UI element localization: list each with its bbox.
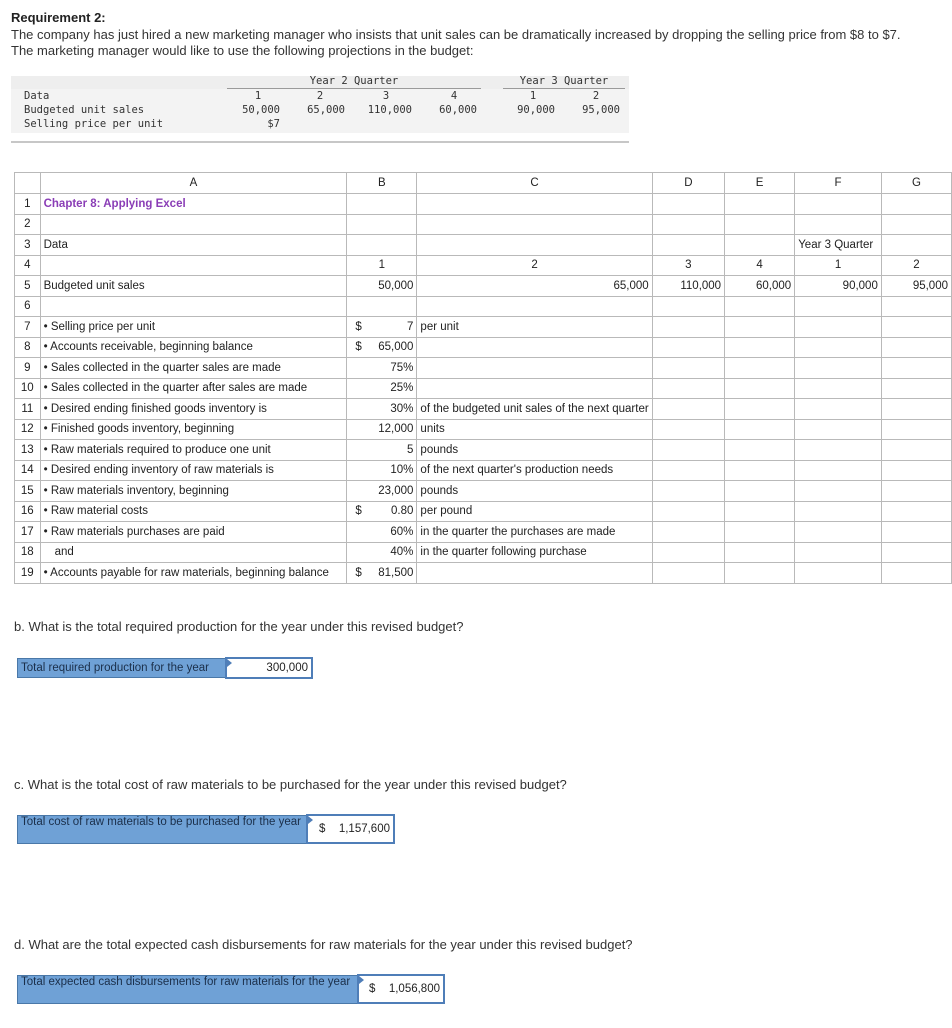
empty-cell <box>725 378 795 399</box>
empty-cell <box>795 378 882 399</box>
budgeted-value: 95,000 <box>582 104 620 116</box>
sheet-row <box>15 214 952 235</box>
requirement-text: The company has just hired a new marketing manager who insists that unit sales can be dramatically increased by dropping the selling price from $8 to $7. The marketing manager would like to use the following projections in the budget: <box>11 27 901 58</box>
column-header: B <box>347 173 417 194</box>
question-b: b. What is the total required production for the year under this revised budget? <box>14 619 464 634</box>
cell-a14: • Desired ending inventory of raw materials is <box>40 460 347 481</box>
sheet-row <box>15 563 952 584</box>
column-header: D <box>652 173 724 194</box>
cell-c7: per unit <box>417 317 652 338</box>
empty-cell <box>725 399 795 420</box>
empty-cell <box>725 194 795 215</box>
empty-cell <box>347 296 417 317</box>
cell-b17: 60% <box>347 522 417 543</box>
empty-cell <box>725 235 795 256</box>
row-number: 4 <box>15 255 41 276</box>
empty-cell <box>795 563 882 584</box>
cell-b9: 75% <box>347 358 417 379</box>
cell-a13: • Raw materials required to produce one unit <box>40 440 347 461</box>
sheet-row <box>15 337 952 358</box>
empty-cell <box>881 214 951 235</box>
cell-c11: of the budgeted unit sales of the next quarter <box>417 399 652 420</box>
cell-b18: 40% <box>347 542 417 563</box>
empty-cell <box>725 522 795 543</box>
sheet-row <box>15 481 952 502</box>
currency-symbol: $ <box>355 341 362 354</box>
empty-cell <box>881 481 951 502</box>
excel-sheet <box>14 172 952 584</box>
empty-cell <box>725 460 795 481</box>
empty-cell <box>652 317 724 338</box>
empty-cell <box>795 419 882 440</box>
question-c: c. What is the total cost of raw materials to be purchased for the year under this revised budget? <box>14 777 567 792</box>
empty-cell <box>795 399 882 420</box>
empty-cell <box>347 194 417 215</box>
cell-b4: 1 <box>347 255 417 276</box>
empty-cell <box>881 522 951 543</box>
cell-d4: 3 <box>652 255 724 276</box>
cell-b16 <box>347 501 417 522</box>
currency-symbol: $ <box>355 566 362 579</box>
empty-cell <box>795 337 882 358</box>
quarter-number: 2 <box>316 90 324 102</box>
data-row-header: Data <box>24 90 50 102</box>
empty-cell <box>725 440 795 461</box>
empty-cell <box>652 337 724 358</box>
cell-a10: • Sales collected in the quarter after sales are made <box>40 378 347 399</box>
empty-cell <box>652 563 724 584</box>
empty-cell <box>652 296 724 317</box>
year3-header-rule <box>503 88 625 89</box>
sheet-row <box>15 501 952 522</box>
empty-cell <box>652 378 724 399</box>
sheet-row <box>15 317 952 338</box>
empty-cell <box>652 214 724 235</box>
year2-header-rule <box>227 88 481 89</box>
cell-c15: pounds <box>417 481 652 502</box>
flag-icon <box>359 976 364 984</box>
sheet-row <box>15 194 952 215</box>
sheet-row <box>15 235 952 256</box>
cell-c5: 65,000 <box>417 276 652 297</box>
cell-value: 81,500 <box>378 566 414 579</box>
selling-price-label: Selling price per unit <box>24 118 164 130</box>
quarter-number: 4 <box>450 90 458 102</box>
cell-c13: pounds <box>417 440 652 461</box>
empty-cell <box>652 440 724 461</box>
cell-a8: • Accounts receivable, beginning balance <box>40 337 347 358</box>
empty-cell <box>881 419 951 440</box>
cell-e4: 4 <box>725 255 795 276</box>
empty-cell <box>652 235 724 256</box>
empty-cell <box>881 296 951 317</box>
sheet-row <box>15 460 952 481</box>
quarter-number: 2 <box>592 90 600 102</box>
column-header: F <box>795 173 882 194</box>
cell-g4: 2 <box>881 255 951 276</box>
empty-cell <box>725 358 795 379</box>
empty-cell <box>881 460 951 481</box>
cell-b5: 50,000 <box>347 276 417 297</box>
row-number: 15 <box>15 481 41 502</box>
cell-a16: • Raw material costs <box>40 501 347 522</box>
empty-cell <box>881 317 951 338</box>
cell-a7: • Selling price per unit <box>40 317 347 338</box>
quarter-number: 3 <box>382 90 390 102</box>
sheet-row <box>15 419 952 440</box>
empty-cell <box>417 563 652 584</box>
empty-cell <box>795 440 882 461</box>
budgeted-value: 90,000 <box>517 104 555 116</box>
empty-cell <box>795 460 882 481</box>
row-number: 13 <box>15 440 41 461</box>
flag-icon <box>308 816 313 824</box>
cell-b14: 10% <box>347 460 417 481</box>
empty-cell <box>881 358 951 379</box>
row-number: 11 <box>15 399 41 420</box>
budgeted-unit-sales-label: Budgeted unit sales <box>24 104 145 116</box>
empty-cell <box>725 214 795 235</box>
data-table-bottom-rule <box>11 141 629 143</box>
budgeted-value: 50,000 <box>242 104 280 116</box>
empty-cell <box>652 481 724 502</box>
cell-f4: 1 <box>795 255 882 276</box>
sheet-row <box>15 296 952 317</box>
row-number: 10 <box>15 378 41 399</box>
answer-label-total-production: Total required production for the year <box>17 658 226 678</box>
empty-cell <box>417 194 652 215</box>
row-number: 14 <box>15 460 41 481</box>
empty-cell <box>725 296 795 317</box>
cell-d5: 110,000 <box>652 276 724 297</box>
answer-label-raw-material-cost: Total cost of raw materials to be purchased for the year <box>17 815 307 844</box>
total-production-input[interactable]: 300,000 <box>225 657 313 679</box>
currency-symbol: $ <box>319 823 326 835</box>
empty-cell <box>417 358 652 379</box>
empty-cell <box>795 194 882 215</box>
empty-cell <box>881 378 951 399</box>
row-number: 3 <box>15 235 41 256</box>
empty-cell <box>725 481 795 502</box>
cell-a17: • Raw materials purchases are paid <box>40 522 347 543</box>
cell-a1: Chapter 8: Applying Excel <box>40 194 347 215</box>
cash-disbursements-input[interactable] <box>357 974 445 1004</box>
cell-a18: and <box>40 542 347 563</box>
empty-cell <box>795 358 882 379</box>
cell-b15: 23,000 <box>347 481 417 502</box>
row-number: 7 <box>15 317 41 338</box>
cell-b13: 5 <box>347 440 417 461</box>
cell-value: 65,000 <box>378 341 414 354</box>
empty-cell <box>417 378 652 399</box>
quarter-number: 1 <box>529 90 537 102</box>
cell-b7 <box>347 317 417 338</box>
cell-b11: 30% <box>347 399 417 420</box>
empty-cell <box>417 337 652 358</box>
cell-a9: • Sales collected in the quarter sales are made <box>40 358 347 379</box>
empty-cell <box>795 214 882 235</box>
empty-cell <box>795 317 882 338</box>
sheet-row <box>15 358 952 379</box>
empty-cell <box>881 501 951 522</box>
budgeted-value: 65,000 <box>307 104 345 116</box>
row-number: 16 <box>15 501 41 522</box>
empty-cell <box>40 296 347 317</box>
sheet-row <box>15 440 952 461</box>
cell-value: 7 <box>407 320 414 333</box>
sheet-row <box>15 378 952 399</box>
row-number: 12 <box>15 419 41 440</box>
empty-cell <box>652 460 724 481</box>
cell-b8 <box>347 337 417 358</box>
empty-cell <box>881 399 951 420</box>
cell-b19 <box>347 563 417 584</box>
quarter-number: 1 <box>254 90 262 102</box>
empty-cell <box>652 501 724 522</box>
empty-cell <box>725 542 795 563</box>
empty-cell <box>725 317 795 338</box>
answer-label-cash-disbursements: Total expected cash disbursements for raw materials for the year <box>17 975 358 1004</box>
row-number: 19 <box>15 563 41 584</box>
empty-cell <box>652 522 724 543</box>
empty-cell <box>795 542 882 563</box>
budgeted-value: 110,000 <box>367 104 412 116</box>
row-number: 5 <box>15 276 41 297</box>
cell-b10: 25% <box>347 378 417 399</box>
cell-f5: 90,000 <box>795 276 882 297</box>
sheet-row <box>15 522 952 543</box>
cell-a15: • Raw materials inventory, beginning <box>40 481 347 502</box>
row-number: 1 <box>15 194 41 215</box>
cell-a11: • Desired ending finished goods inventory is <box>40 399 347 420</box>
empty-cell <box>40 214 347 235</box>
corner-cell <box>15 173 41 194</box>
empty-cell <box>40 255 347 276</box>
cell-value: 0.80 <box>391 505 414 518</box>
question-d: d. What are the total expected cash disbursements for raw materials for the year under this revised budget? <box>14 937 633 952</box>
cell-b12: 12,000 <box>347 419 417 440</box>
cash-disbursements-value: 1,056,800 <box>388 983 440 995</box>
empty-cell <box>417 214 652 235</box>
empty-cell <box>652 194 724 215</box>
empty-cell <box>795 501 882 522</box>
empty-cell <box>652 542 724 563</box>
sheet-row <box>15 255 952 276</box>
row-number: 18 <box>15 542 41 563</box>
empty-cell <box>795 481 882 502</box>
year2-quarter-header: Year 2 Quarter <box>309 75 399 87</box>
cell-c12: units <box>417 419 652 440</box>
cell-a5: Budgeted unit sales <box>40 276 347 297</box>
empty-cell <box>881 440 951 461</box>
cell-a3: Data <box>40 235 347 256</box>
empty-cell <box>881 194 951 215</box>
row-number: 9 <box>15 358 41 379</box>
flag-icon <box>227 659 232 667</box>
empty-cell <box>652 399 724 420</box>
currency-symbol: $ <box>355 505 362 518</box>
raw-material-cost-value: 1,157,600 <box>338 823 390 835</box>
column-header-row <box>15 173 952 194</box>
sheet-row <box>15 399 952 420</box>
cell-f3: Year 3 Quarter <box>795 235 882 256</box>
empty-cell <box>725 419 795 440</box>
cell-g5: 95,000 <box>881 276 951 297</box>
row-number: 17 <box>15 522 41 543</box>
cell-c18: in the quarter following purchase <box>417 542 652 563</box>
sheet-row <box>15 276 952 297</box>
column-header: C <box>417 173 652 194</box>
currency-symbol: $ <box>355 320 362 333</box>
raw-material-cost-input[interactable] <box>306 814 395 844</box>
empty-cell <box>417 235 652 256</box>
column-header: A <box>40 173 347 194</box>
cell-e5: 60,000 <box>725 276 795 297</box>
empty-cell <box>881 542 951 563</box>
empty-cell <box>725 337 795 358</box>
column-header: E <box>725 173 795 194</box>
cell-c17: in the quarter the purchases are made <box>417 522 652 543</box>
year3-quarter-header: Year 3 Quarter <box>519 75 609 87</box>
column-header: G <box>881 173 951 194</box>
requirement-title: Requirement 2: <box>11 10 106 25</box>
row-number: 6 <box>15 296 41 317</box>
empty-cell <box>652 358 724 379</box>
cell-a19: • Accounts payable for raw materials, beginning balance <box>40 563 347 584</box>
empty-cell <box>347 214 417 235</box>
empty-cell <box>725 501 795 522</box>
row-number: 2 <box>15 214 41 235</box>
empty-cell <box>881 337 951 358</box>
empty-cell <box>652 419 724 440</box>
empty-cell <box>881 563 951 584</box>
row-number: 8 <box>15 337 41 358</box>
empty-cell <box>881 235 951 256</box>
empty-cell <box>795 296 882 317</box>
sheet-row <box>15 542 952 563</box>
cell-a12: • Finished goods inventory, beginning <box>40 419 347 440</box>
empty-cell <box>417 296 652 317</box>
cell-c16: per pound <box>417 501 652 522</box>
currency-symbol: $ <box>369 983 376 995</box>
budgeted-value: 60,000 <box>439 104 477 116</box>
empty-cell <box>347 235 417 256</box>
empty-cell <box>795 522 882 543</box>
cell-c4: 2 <box>417 255 652 276</box>
selling-price-value: $7 <box>267 118 280 130</box>
empty-cell <box>725 563 795 584</box>
cell-c14: of the next quarter's production needs <box>417 460 652 481</box>
